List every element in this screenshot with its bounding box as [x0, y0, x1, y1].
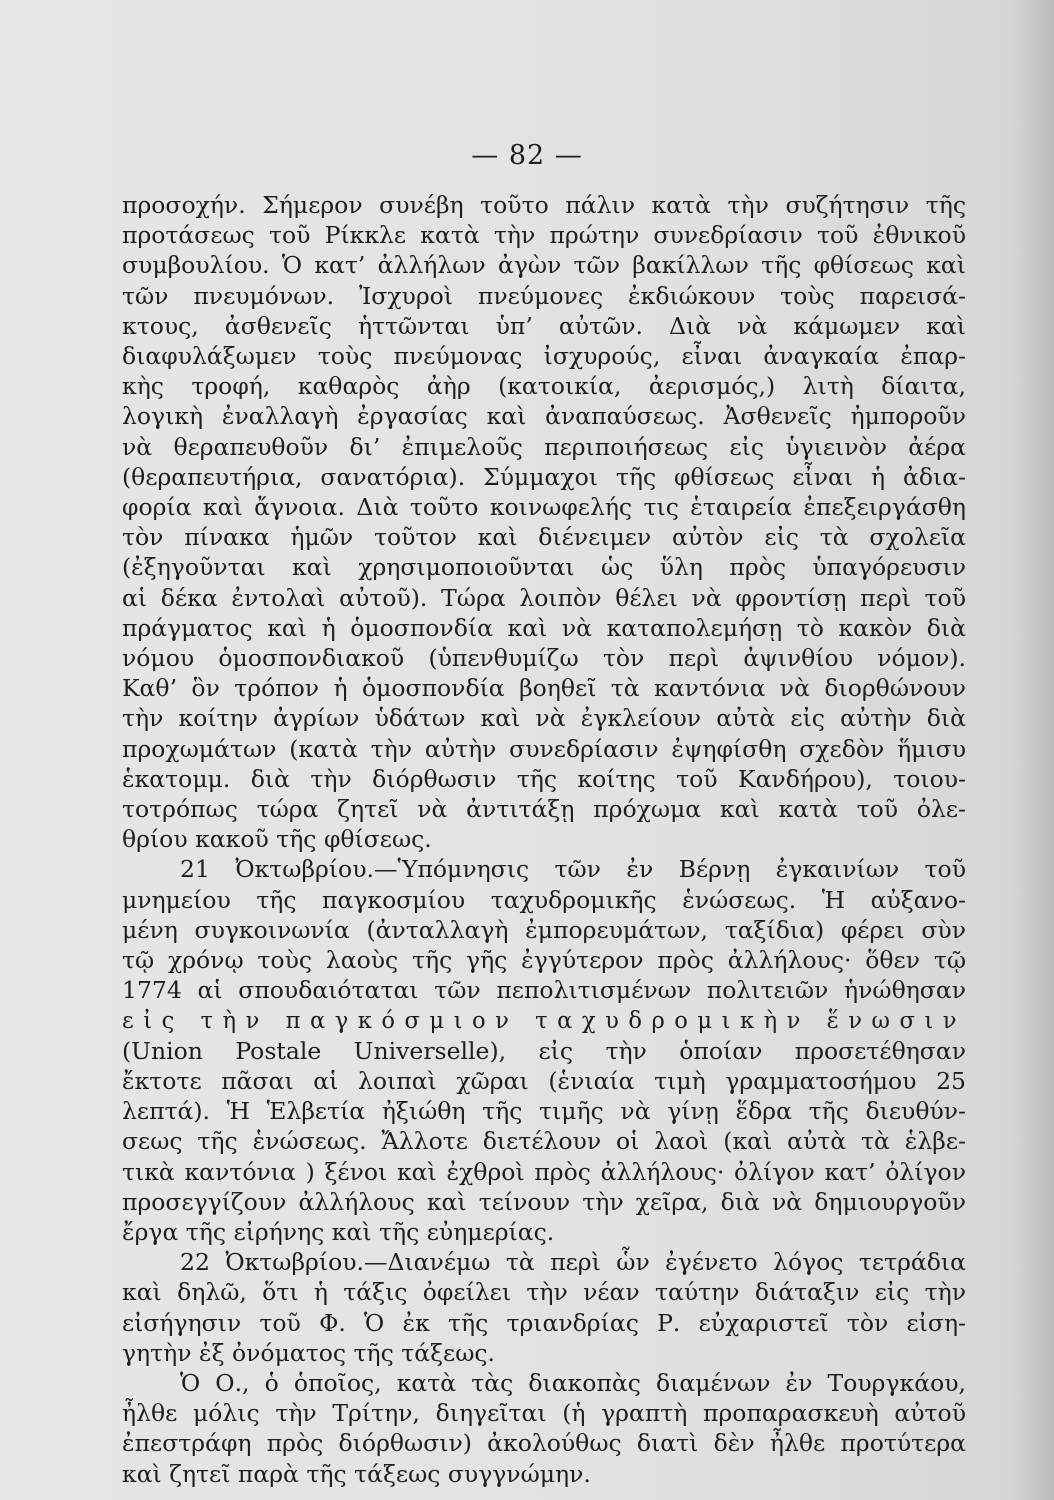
- text-line: (Union Postale Universelle), εἰς τὴν ὁποίαν προσετέθησαν: [122, 1036, 966, 1065]
- text-line: προτάσεως τοῦ Ρίκκλε κατὰ τὴν πρώτην συνεδρίασιν τοῦ ἐθνικοῦ: [122, 221, 966, 250]
- text-line: εἰς τὴν παγκόσμιον ταχυδρομικὴν ἕνωσιν: [122, 1006, 967, 1035]
- text-line: προχωμάτων (κατὰ τὴν αὐτὴν συνεδρίασιν ἐψηφίσθη σχεδὸν ἥμισυ: [122, 734, 966, 763]
- text-line: κτους, ἀσθενεῖς ἡττῶνται ὑπ’ αὐτῶν. Διὰ νὰ κάμωμεν καὶ: [122, 311, 966, 340]
- text-line: τῷ χρόνῳ τοὺς λαοὺς τῆς γῆς ἐγγύτερον πρὸς ἀλλήλους· ὅθεν τῷ: [122, 946, 966, 975]
- text-line: τικὰ καντόνια ) ξένοι καὶ ἐχθροὶ πρὸς ἀλλήλους· ὀλίγον κατ’ ὀλίγον: [122, 1157, 966, 1186]
- text-line: μνημείου τῆς παγκοσμίου ταχυδρομικῆς ἑνώσεως. Ἡ αὐξανο-: [122, 885, 966, 914]
- text-line: Καθ’ ὃν τρόπον ἡ ὁμοσπονδία βοηθεῖ τὰ καντόνια νὰ διορθώνουν: [122, 674, 966, 703]
- text-line: προσεγγίζουν ἀλλήλους καὶ τείνουν τὴν χεῖρα, διὰ νὰ δημιουργοῦν: [122, 1187, 966, 1216]
- text-line: (ἐξηγοῦνται καὶ χρησιμοποιοῦνται ὡς ὕλη πρὸς ὑπαγόρευσιν: [122, 553, 966, 582]
- text-line: νόμου ὁμοσπονδιακοῦ (ὑπενθυμίζω τὸν περὶ ἀψινθίου νόμον).: [122, 644, 966, 673]
- text-line: τὴν κοίτην ἀγρίων ὑδάτων καὶ νὰ ἐγκλείουν αὐτὰ εἰς αὐτὴν διὰ: [122, 704, 966, 733]
- text-line: θρίου κακοῦ τῆς φθίσεως.: [122, 825, 432, 854]
- text-line: εἰσήγησιν τοῦ Φ. Ὁ ἐκ τῆς τριανδρίας Ρ. εὐχαριστεῖ τὸν εἰση-: [122, 1308, 966, 1337]
- text-line: ἑκατομμ. διὰ τὴν διόρθωσιν τῆς κοίτης τοῦ Κανδήρου), τοιου-: [122, 764, 966, 793]
- text-line: φορία καὶ ἄγνοια. Διὰ τοῦτο κοινωφελής τις ἑταιρεία ἐπεξειργάσθη: [122, 493, 966, 522]
- text-line: διαφυλάξωμεν τοὺς πνεύμονας ἰσχυρούς, εἶναι ἀναγκαία ἐπαρ-: [122, 342, 966, 371]
- text-line: ἔργα τῆς εἰρήνης καὶ τῆς εὐημερίας.: [122, 1217, 555, 1246]
- text-line: λογικὴ ἐναλλαγὴ ἐργασίας καὶ ἀναπαύσεως. Ἀσθενεῖς ἠμποροῦν: [122, 402, 966, 431]
- text-line: τῶν πνευμόνων. Ἰσχυροὶ πνεύμονες ἐκδιώκουν τοὺς παρεισά-: [122, 281, 966, 310]
- text-line: συμβουλίου. Ὁ κατ’ ἀλλήλων ἀγὼν τῶν βακίλλων τῆς φθίσεως καὶ: [122, 251, 966, 280]
- text-line: κὴς τροφή, καθαρὸς ἀὴρ (κατοικία, ἀερισμός,) λιτὴ δίαιτα,: [122, 372, 966, 401]
- text-line: (θεραπευτήρια, σανατόρια). Σύμμαχοι τῆς φθίσεως εἶναι ἡ ἀδια-: [122, 462, 966, 491]
- text-line: λεπτά). Ἡ Ἑλβετία ἠξιώθη τῆς τιμῆς νὰ γίνῃ ἕδρα τῆς διευθύν-: [122, 1097, 966, 1126]
- page-number: — 82 —: [471, 140, 583, 171]
- text-line: ἦλθε μόλις τὴν Τρίτην, διηγεῖται (ἡ γραπτὴ προπαρασκευὴ αὐτοῦ: [122, 1399, 966, 1428]
- text-line: τοτρόπως τώρα ζητεῖ νὰ ἀντιτάξῃ πρόχωμα καὶ κατὰ τοῦ ὀλε-: [122, 795, 966, 824]
- text-line: καὶ δηλῶ, ὅτι ἡ τάξις ὀφείλει τὴν νέαν ταύτην διάταξιν εἰς τὴν: [122, 1278, 966, 1307]
- text-line: 22 Ὀκτωβρίου.—Διανέμω τὰ περὶ ὧν ἐγένετο λόγος τετράδια: [180, 1248, 966, 1277]
- text-line: 1774 αἱ σπουδαιόταται τῶν πεπολιτισμένων πολιτειῶν ἡνώθησαν: [122, 976, 966, 1005]
- body-text: [122, 190, 966, 1489]
- text-line: αἱ δέκα ἐντολαὶ αὐτοῦ). Τώρα λοιπὸν θέλει νὰ φροντίσῃ περὶ τοῦ: [122, 583, 966, 612]
- text-line: Ὁ Ο., ὁ ὁποῖος, κατὰ τὰς διακοπὰς διαμένων ἐν Τουργκάου,: [180, 1368, 966, 1397]
- text-line: καὶ ζητεῖ παρὰ τῆς τάξεως συγγνώμην.: [122, 1459, 591, 1488]
- text-line: νὰ θεραπευθοῦν δι’ ἐπιμελοῦς περιποιήσεως εἰς ὑγιεινὸν ἀέρα: [122, 432, 966, 461]
- text-line: σεως τῆς ἑνώσεως. Ἄλλοτε διετέλουν οἱ λαοὶ (καὶ αὐτὰ τὰ ἑλβε-: [122, 1127, 966, 1156]
- text-line: τὸν πίνακα ἡμῶν τοῦτον καὶ διένειμεν αὐτὸν εἰς τὰ σχολεῖα: [122, 523, 966, 552]
- text-line: μένη συγκοινωνία (ἀνταλλαγὴ ἐμπορευμάτων, ταξίδια) φέρει σὺν: [122, 915, 966, 944]
- text-line: ἔκτοτε πᾶσαι αἱ λοιπαὶ χῶραι (ἑνιαία τιμὴ γραμματοσήμου 25: [122, 1066, 966, 1095]
- text-line: προσοχήν. Σήμερον συνέβη τοῦτο πάλιν κατὰ τὴν συζήτησιν τῆς: [122, 191, 966, 219]
- text-line: ἐπεστράφη πρὸς διόρθωσιν) ἀκολούθως διατὶ δὲν ἦλθε προτύτερα: [122, 1429, 966, 1458]
- text-line: γητὴν ἐξ ὀνόματος τῆς τάξεως.: [122, 1338, 495, 1367]
- text-line: πράγματος καὶ ἡ ὁμοσπονδία καὶ νὰ καταπολεμήσῃ τὸ κακὸν διὰ: [122, 613, 966, 642]
- text-line: 21 Ὀκτωβρίου.—Ὑπόμνησις τῶν ἐν Βέρνῃ ἐγκαινίων τοῦ: [180, 855, 966, 884]
